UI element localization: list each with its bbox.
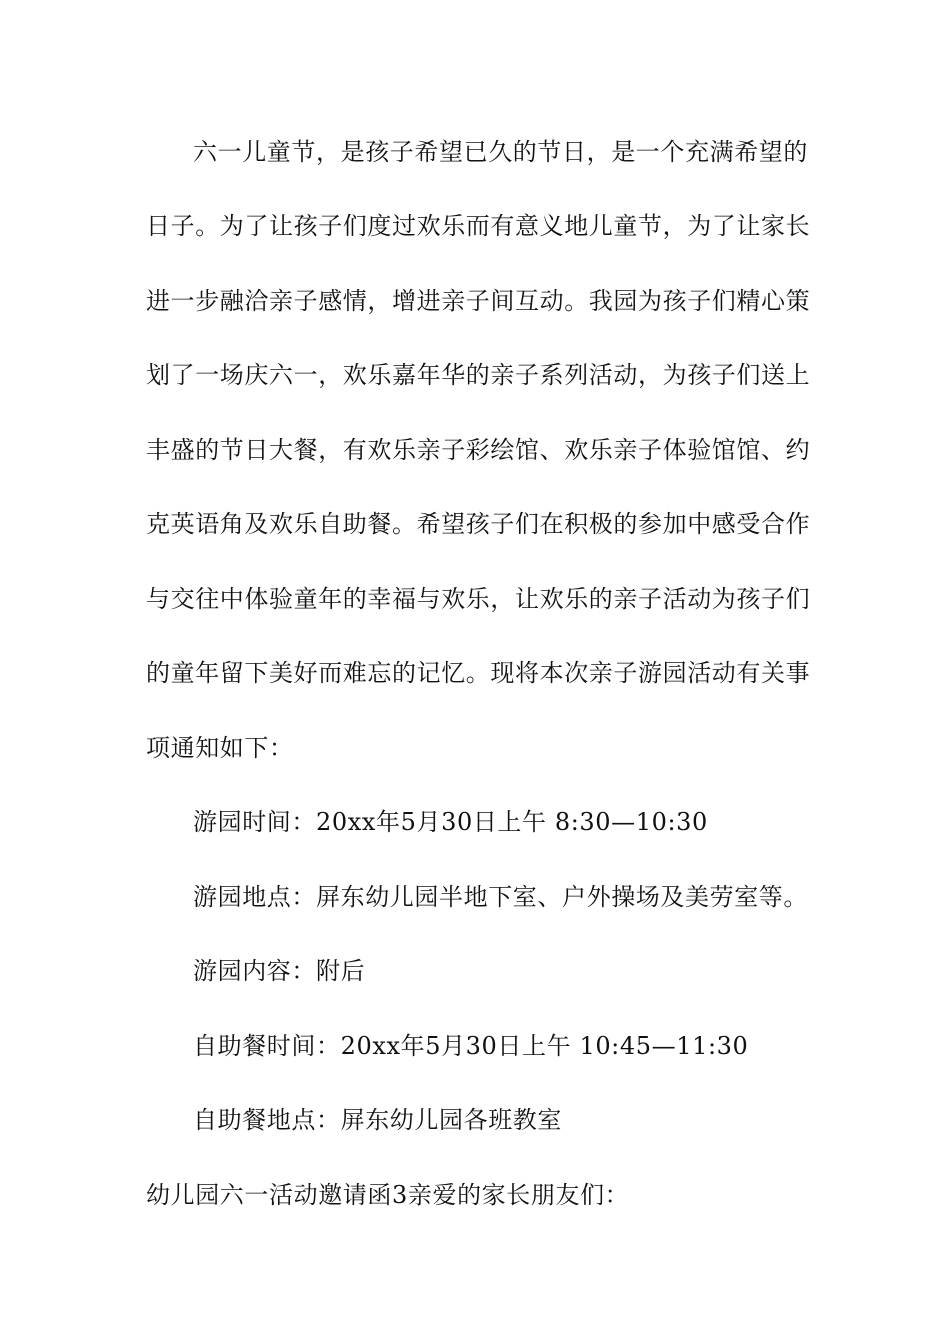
detail-visit-location: 游园地点：屏东幼儿园半地下室、户外操场及美劳室等。: [193, 883, 808, 911]
intro-line-3: 进一步融洽亲子感情，增进亲子间互动。我园为孩子们精心策: [146, 287, 811, 315]
intro-line-4: 划了一场庆六一，欢乐嘉年华的亲子系列活动，为孩子们送上: [146, 361, 811, 389]
intro-line-9: 项通知如下：: [146, 734, 294, 762]
intro-line-1: 六一儿童节，是孩子希望已久的节日，是一个充满希望的: [193, 138, 808, 166]
closing-line: 幼儿园六一活动邀请函3亲爱的家长朋友们：: [146, 1181, 630, 1209]
detail-buffet-time: 自助餐时间：20xx年5月30日上午 10:45—11:30: [193, 1032, 749, 1060]
detail-visit-time: 游园时间：20xx年5月30日上午 8:30—10:30: [193, 808, 708, 836]
intro-line-8: 的童年留下美好而难忘的记忆。现将本次亲子游园活动有关事: [146, 659, 811, 687]
detail-visit-content: 游园内容：附后: [193, 957, 366, 985]
intro-line-6: 克英语角及欢乐自助餐。希望孩子们在积极的参加中感受合作: [146, 510, 811, 538]
intro-line-2: 日子。为了让孩子们度过欢乐而有意义地儿童节，为了让家长: [146, 212, 811, 240]
detail-buffet-location: 自助餐地点：屏东幼儿园各班教室: [193, 1106, 562, 1134]
intro-line-7: 与交往中体验童年的幸福与欢乐，让欢乐的亲子活动为孩子们: [146, 585, 811, 613]
intro-line-5: 丰盛的节日大餐，有欢乐亲子彩绘馆、欢乐亲子体验馆馆、约: [146, 436, 811, 464]
